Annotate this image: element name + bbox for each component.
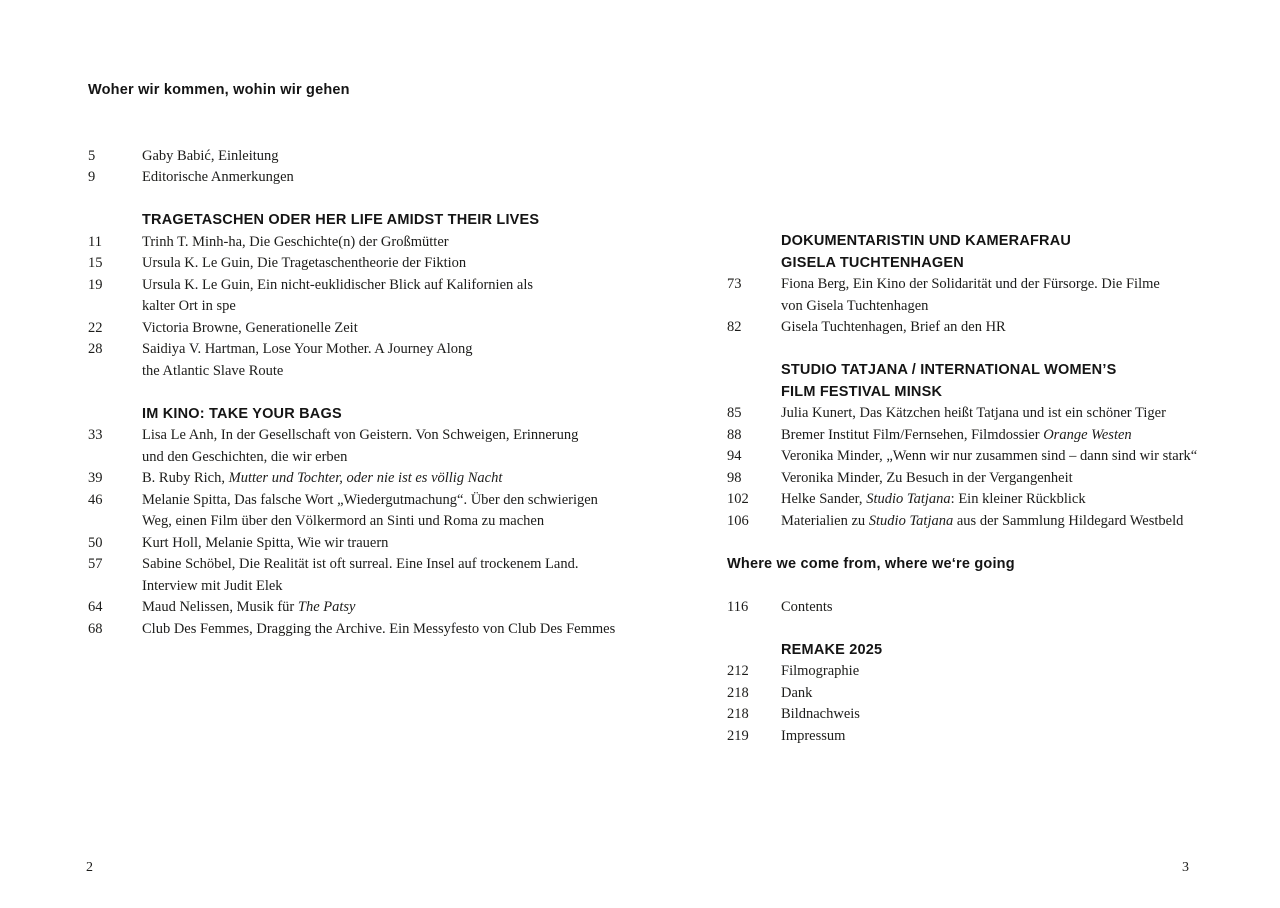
entry-text-segment: Interview mit Judit Elek bbox=[142, 577, 283, 594]
toc-entry-row bbox=[727, 661, 1242, 683]
entry-text-segment: Contents bbox=[781, 598, 833, 615]
entry-text bbox=[781, 683, 1242, 705]
entry-page-number: 33 bbox=[88, 427, 103, 443]
entry-line bbox=[142, 296, 648, 318]
entry-text-segment: und den Geschichten, die wir erben bbox=[142, 448, 348, 465]
entry-page-number: 28 bbox=[88, 341, 103, 357]
entry-text-segment: Veronika Minder, Zu Besuch in der Vergangenheit bbox=[781, 469, 1073, 486]
entry-text bbox=[142, 533, 648, 555]
entry-text bbox=[781, 597, 1242, 619]
entry-text-segment: Bildnachweis bbox=[781, 706, 860, 722]
entry-text-segment: Victoria Browne, Generationelle Zeit bbox=[142, 319, 358, 336]
entry-line bbox=[142, 490, 648, 512]
entry-title-italic: Studio Tatjana bbox=[868, 512, 954, 529]
section-title: FILM FESTIVAL MINSK bbox=[781, 383, 943, 400]
entry-text bbox=[781, 468, 1242, 490]
entry-page-number: 73 bbox=[727, 276, 742, 292]
entry-text-segment: Dank bbox=[781, 684, 813, 701]
entry-text-segment: Saidiya V. Hartman, Lose Your Mother. A Journey Along bbox=[142, 341, 473, 357]
entry-text-segment: Sabine Schöbel, Die Realität ist oft surreal. Eine Insel auf trockenem Land. bbox=[142, 556, 579, 572]
toc-entry-row bbox=[727, 446, 1242, 468]
entry-page-number: 22 bbox=[88, 319, 103, 336]
section-title: DOKUMENTARISTIN UND KAMERAFRAU bbox=[781, 233, 1072, 249]
toc-block bbox=[727, 640, 1242, 748]
entry-page-number: 102 bbox=[727, 491, 749, 507]
entry-line bbox=[781, 683, 1242, 705]
entry-line bbox=[142, 361, 648, 383]
toc-block bbox=[88, 146, 648, 189]
entry-line bbox=[142, 318, 648, 340]
toc-entry-row bbox=[727, 683, 1242, 705]
entry-text-segment: the Atlantic Slave Route bbox=[142, 362, 284, 379]
toc-entry-row bbox=[727, 403, 1242, 425]
entry-text bbox=[142, 619, 648, 641]
entry-text-segment: Weg, einen Film über den Völkermord an Sinti und Roma zu machen bbox=[142, 513, 545, 529]
entry-line bbox=[142, 146, 648, 168]
entry-text-segment: Kurt Holl, Melanie Spitta, Wie wir trauern bbox=[142, 534, 389, 551]
entry-page-number: 9 bbox=[88, 169, 96, 185]
entry-text bbox=[781, 726, 1242, 748]
toc-entry-row bbox=[88, 253, 648, 275]
toc-entry-row bbox=[727, 597, 1242, 619]
folio-right: 3 bbox=[1182, 860, 1189, 875]
entry-line bbox=[142, 425, 648, 447]
entry-page-number: 116 bbox=[727, 598, 749, 615]
entry-page-number: 46 bbox=[88, 491, 103, 508]
toc-entry-row bbox=[88, 318, 648, 340]
entry-text-segment: Melanie Spitta, Das falsche Wort „Wiedergutmachung“. Über den schwierigen bbox=[142, 491, 598, 508]
section-title: IM KINO: TAKE YOUR BAGS bbox=[142, 405, 342, 422]
entry-text bbox=[781, 425, 1242, 447]
entry-line bbox=[781, 296, 1242, 318]
entry-page-number: 218 bbox=[727, 684, 749, 701]
entry-line bbox=[781, 661, 1242, 683]
entry-line bbox=[781, 446, 1242, 468]
entry-line bbox=[781, 317, 1242, 339]
toc-entry-row bbox=[88, 167, 648, 189]
entry-text-segment: Veronika Minder, „Wenn wir nur zusammen sind – dann sind wir stark“ bbox=[781, 448, 1198, 464]
entry-page-number: 50 bbox=[88, 534, 103, 551]
toc-entry-row bbox=[727, 489, 1242, 511]
toc-block bbox=[88, 210, 648, 382]
entry-text-segment: Materialien zu bbox=[781, 512, 869, 529]
toc-entry-row bbox=[727, 317, 1242, 339]
toc-entry-row bbox=[727, 704, 1242, 726]
entry-page-number: 57 bbox=[88, 556, 103, 572]
entry-text-segment: Fiona Berg, Ein Kino der Solidarität und der Fürsorge. Die Filme bbox=[781, 276, 1160, 292]
entry-text-segment: Club Des Femmes, Dragging the Archive. Ein Messyfesto von Club Des Femmes bbox=[142, 620, 616, 637]
entry-text-segment: Ursula K. Le Guin, Die Tragetaschentheorie der Fiktion bbox=[142, 255, 467, 271]
entry-text bbox=[142, 318, 648, 340]
entry-page-number: 98 bbox=[727, 469, 742, 486]
entry-page-number: 106 bbox=[727, 512, 749, 529]
entry-text-segment: Helke Sander, bbox=[781, 491, 867, 507]
entry-line bbox=[142, 339, 648, 361]
entry-text-segment: Lisa Le Anh, In der Gesellschaft von Geistern. Von Schweigen, Erinnerung bbox=[142, 427, 579, 443]
entry-text-segment: B. Ruby Rich, bbox=[142, 470, 229, 486]
entry-text-segment: von Gisela Tuchtenhagen bbox=[781, 297, 929, 314]
right-page bbox=[727, 231, 1242, 747]
entry-text-segment: Gaby Babić, Einleitung bbox=[142, 147, 279, 164]
toc-entry-row bbox=[88, 146, 648, 168]
toc-entry-row bbox=[88, 339, 648, 382]
section-title: TRAGETASCHEN ODER HER LIFE AMIDST THEIR LIVES bbox=[142, 212, 540, 228]
entry-line bbox=[781, 274, 1242, 296]
toc-entry-row bbox=[88, 619, 648, 641]
toc-entry-row bbox=[727, 726, 1242, 748]
entry-text bbox=[142, 253, 648, 275]
toc-entry-row bbox=[727, 274, 1242, 317]
section-title: GISELA TUCHTENHAGEN bbox=[781, 254, 964, 271]
entry-text bbox=[781, 704, 1242, 726]
entry-page-number: 68 bbox=[88, 620, 103, 637]
entry-line bbox=[142, 232, 648, 254]
entry-text-segment: Trinh T. Minh-ha, Die Geschichte(n) der Großmütter bbox=[142, 233, 449, 250]
entry-line bbox=[781, 403, 1242, 425]
entry-line bbox=[142, 447, 648, 469]
entry-line bbox=[781, 468, 1242, 490]
toc-entry-row bbox=[88, 490, 648, 533]
entry-text-segment: aus der Sammlung Hildegard Westbeld bbox=[953, 512, 1184, 529]
entry-text bbox=[142, 468, 648, 490]
entry-page-number: 218 bbox=[727, 706, 749, 722]
entry-line bbox=[142, 576, 648, 598]
entry-page-number: 11 bbox=[88, 233, 102, 250]
entry-text-segment: : Ein kleiner Rückblick bbox=[950, 491, 1086, 507]
entry-line bbox=[781, 425, 1242, 447]
entry-line bbox=[142, 275, 648, 297]
entry-text bbox=[142, 232, 648, 254]
toc-part-heading: Where we come from, where we‘re going bbox=[727, 555, 1015, 572]
toc-block bbox=[727, 360, 1242, 532]
entry-text bbox=[781, 511, 1242, 533]
entry-text bbox=[781, 661, 1242, 683]
entry-text bbox=[142, 554, 648, 597]
entry-line bbox=[781, 726, 1242, 748]
toc-entry-row bbox=[88, 275, 648, 318]
entry-page-number: 5 bbox=[88, 147, 96, 164]
entry-page-number: 85 bbox=[727, 405, 742, 421]
section-title: REMAKE 2025 bbox=[781, 641, 883, 658]
entry-text-segment: kalter Ort in spe bbox=[142, 298, 236, 314]
entry-page-number: 82 bbox=[727, 319, 742, 335]
toc-entry-row bbox=[88, 533, 648, 555]
entry-page-number: 15 bbox=[88, 255, 103, 271]
entry-text-segment: Filmographie bbox=[781, 663, 860, 679]
entry-line bbox=[142, 511, 648, 533]
entry-line bbox=[142, 167, 648, 189]
entry-text bbox=[142, 146, 648, 168]
entry-text bbox=[781, 446, 1242, 468]
section-title: STUDIO TATJANA / INTERNATIONAL WOMEN’S bbox=[781, 362, 1117, 378]
toc-block bbox=[88, 404, 648, 641]
entry-text-segment: Julia Kunert, Das Kätzchen heißt Tatjana und ist ein schöner Tiger bbox=[781, 405, 1166, 421]
toc-entry-row bbox=[727, 425, 1242, 447]
entry-line bbox=[142, 468, 648, 490]
entry-line bbox=[781, 489, 1242, 511]
toc-block bbox=[727, 597, 1242, 619]
left-page bbox=[88, 80, 648, 640]
entry-line bbox=[781, 511, 1242, 533]
entry-title-italic: Mutter und Tochter, oder nie ist es völlig Nacht bbox=[228, 470, 503, 486]
entry-page-number: 19 bbox=[88, 276, 103, 293]
entry-line bbox=[142, 619, 648, 641]
toc-block bbox=[727, 231, 1242, 339]
entry-text bbox=[142, 490, 648, 533]
toc-entry-row bbox=[88, 554, 648, 597]
entry-text bbox=[142, 275, 648, 318]
entry-text-segment: Editorische Anmerkungen bbox=[142, 169, 294, 185]
entry-title-italic: The Patsy bbox=[297, 599, 356, 615]
entry-line bbox=[142, 597, 648, 619]
entry-text bbox=[142, 425, 648, 468]
entry-text bbox=[142, 339, 648, 382]
entry-text bbox=[142, 167, 648, 189]
entry-text bbox=[781, 403, 1242, 425]
entry-text-segment: Impressum bbox=[781, 727, 846, 744]
entry-text-segment: Ursula K. Le Guin, Ein nicht-euklidischer Blick auf Kalifornien als bbox=[142, 276, 533, 293]
entry-line bbox=[781, 704, 1242, 726]
entry-page-number: 39 bbox=[88, 470, 103, 486]
toc-entry-row bbox=[88, 468, 648, 490]
entry-line bbox=[142, 253, 648, 275]
entry-text bbox=[781, 317, 1242, 339]
entry-text bbox=[781, 489, 1242, 511]
toc-entry-row bbox=[727, 511, 1242, 533]
entry-page-number: 88 bbox=[727, 426, 742, 443]
entry-text-segment: Gisela Tuchtenhagen, Brief an den HR bbox=[781, 319, 1006, 335]
entry-page-number: 64 bbox=[88, 599, 103, 615]
entry-text bbox=[781, 274, 1242, 317]
toc-part-heading: Woher wir kommen, wohin wir gehen bbox=[88, 82, 350, 98]
toc-entry-row bbox=[88, 425, 648, 468]
entry-line bbox=[142, 533, 648, 555]
entry-title-italic: Studio Tatjana bbox=[866, 491, 951, 507]
toc-entry-row bbox=[88, 232, 648, 254]
entry-line bbox=[142, 554, 648, 576]
entry-page-number: 94 bbox=[727, 448, 742, 464]
entry-page-number: 212 bbox=[727, 663, 749, 679]
toc-entry-row bbox=[88, 597, 648, 619]
entry-text-segment: Maud Nelissen, Musik für bbox=[142, 599, 298, 615]
entry-text bbox=[142, 597, 648, 619]
entry-page-number: 219 bbox=[727, 727, 749, 744]
folio-left: 2 bbox=[86, 860, 93, 875]
entry-text-segment: Bremer Institut Film/Fernsehen, Filmdossier bbox=[781, 426, 1044, 443]
entry-line bbox=[781, 597, 1242, 619]
toc-entry-row bbox=[727, 468, 1242, 490]
entry-title-italic: Orange Westen bbox=[1043, 426, 1132, 443]
